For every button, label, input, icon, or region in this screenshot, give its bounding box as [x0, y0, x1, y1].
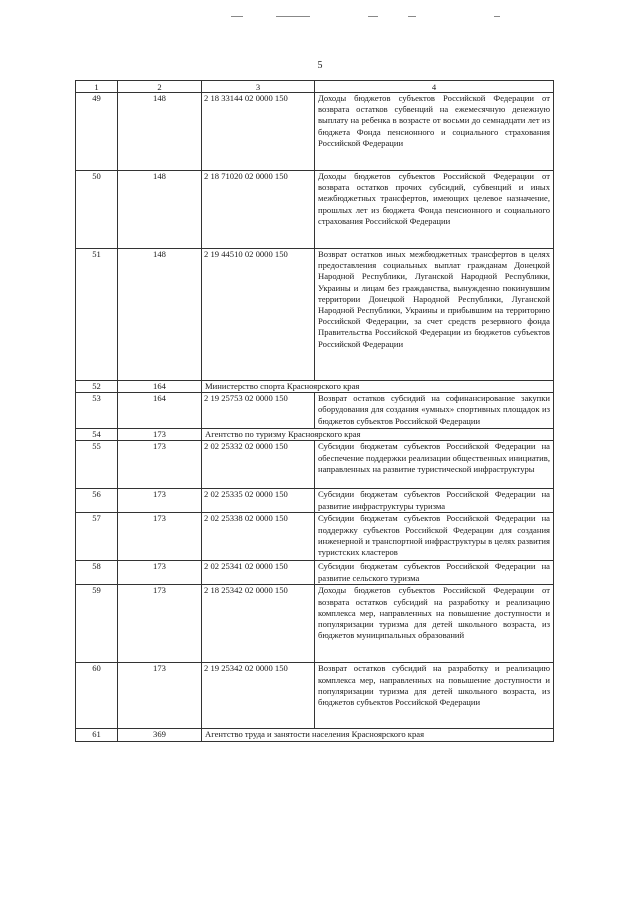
row-number-cell: 52 — [76, 381, 118, 393]
description-cell: Возврат остатков субсидий на разработку и реализацию комплекса мер, направленных на повышение доступности и популяризации туризма для детей школьного возраста, из бюджетов субъектов Российской Федерации — [315, 663, 554, 729]
administrator-code-cell: 173 — [118, 513, 202, 561]
agency-header-cell: Агентство по туризму Красноярского края — [202, 429, 554, 441]
column-header: 2 — [118, 81, 202, 93]
revenue-code-cell: 2 02 25341 02 0000 150 — [202, 561, 315, 585]
table-row — [76, 171, 554, 249]
row-number-cell: 55 — [76, 441, 118, 489]
administrator-code-cell: 164 — [118, 393, 202, 429]
administrator-code-cell: 173 — [118, 585, 202, 663]
table-header-row — [76, 81, 554, 93]
table-row — [76, 729, 554, 741]
revenue-code-cell: 2 18 25342 02 0000 150 — [202, 585, 315, 663]
description-cell: Возврат остатков иных межбюджетных трансфертов в целях предоставления социальных выплат гражданам Донецкой Народной Республики, Луганской Народной Республики, Украины и лицам без гражданства, вынужденно покинувшим территории Донецкой Народной Республики, Луганской Народной Республики, Украины и прибывшим на территорию Российской Федерации, за счет средств резервного фонда Правительства Российской Федерации из бюджетов субъектов Российской Федерации — [315, 249, 554, 381]
table-row — [76, 381, 554, 393]
administrator-code-cell: 173 — [118, 429, 202, 441]
row-number-cell: 57 — [76, 513, 118, 561]
table-row — [76, 429, 554, 441]
table-row — [76, 561, 554, 585]
administrator-code-cell: 148 — [118, 171, 202, 249]
column-header: 4 — [315, 81, 554, 93]
table-row — [76, 393, 554, 429]
table-row — [76, 249, 554, 381]
page-number: 5 — [317, 60, 323, 71]
row-number-cell: 53 — [76, 393, 118, 429]
row-number-cell: 61 — [76, 729, 118, 741]
revenue-code-cell: 2 19 25753 02 0000 150 — [202, 393, 315, 429]
row-number-cell: 60 — [76, 663, 118, 729]
administrator-code-cell: 173 — [118, 561, 202, 585]
row-number-cell: 59 — [76, 585, 118, 663]
description-cell: Субсидии бюджетам субъектов Российской Федерации на развитие сельского туризма — [315, 561, 554, 585]
row-number-cell: 56 — [76, 489, 118, 513]
revenue-code-cell: 2 18 71020 02 0000 150 — [202, 171, 315, 249]
revenue-code-cell: 2 02 25338 02 0000 150 — [202, 513, 315, 561]
row-number-cell: 51 — [76, 249, 118, 381]
administrator-code-cell: 369 — [118, 729, 202, 741]
row-number-cell: 50 — [76, 171, 118, 249]
table-row — [76, 93, 554, 171]
table-row — [76, 513, 554, 561]
table-row — [76, 663, 554, 729]
table-row — [76, 441, 554, 489]
description-cell: Доходы бюджетов субъектов Российской Федерации от возврата остатков прочих субсидий, субвенций и иных межбюджетных трансфертов, имеющих целевое назначение, прошлых лет из бюджета Фонда пенсионного и социального страхования Российской Федерации — [315, 171, 554, 249]
description-cell: Субсидии бюджетам субъектов Российской Федерации на поддержку субъектов Российской Федерации для создания инженерной и транспортной инфраструктуры в целях развития туристских кластеров — [315, 513, 554, 561]
administrator-code-cell: 148 — [118, 249, 202, 381]
scan-top-marks — [0, 16, 640, 22]
administrator-code-cell: 173 — [118, 441, 202, 489]
administrator-code-cell: 148 — [118, 93, 202, 171]
description-cell: Субсидии бюджетам субъектов Российской Федерации на обеспечение поддержки реализации общественных инициатив, направленных на развитие туристической инфраструктуры — [315, 441, 554, 489]
revenue-codes-table — [75, 80, 554, 742]
agency-header-cell: Министерство спорта Красноярского края — [202, 381, 554, 393]
description-cell: Субсидии бюджетам субъектов Российской Федерации на развитие инфраструктуры туризма — [315, 489, 554, 513]
revenue-code-cell: 2 19 44510 02 0000 150 — [202, 249, 315, 381]
column-header: 3 — [202, 81, 315, 93]
revenue-code-cell: 2 18 33144 02 0000 150 — [202, 93, 315, 171]
administrator-code-cell: 173 — [118, 663, 202, 729]
administrator-code-cell: 164 — [118, 381, 202, 393]
table-row — [76, 489, 554, 513]
row-number-cell: 49 — [76, 93, 118, 171]
description-cell: Доходы бюджетов субъектов Российской Федерации от возврата остатков субсидий на разработку и реализацию комплекса мер, направленных на повышение доступности и популяризации туризма для детей школьного возраста, из бюджетов муниципальных образований — [315, 585, 554, 663]
administrator-code-cell: 173 — [118, 489, 202, 513]
revenue-code-cell: 2 02 25335 02 0000 150 — [202, 489, 315, 513]
description-cell: Возврат остатков субсидий на софинансирование закупки оборудования для создания «умных» спортивных площадок из бюджетов субъектов Российской Федерации — [315, 393, 554, 429]
description-cell: Доходы бюджетов субъектов Российской Федерации от возврата остатков субвенций на ежемесячную денежную выплату на ребенка в возрасте от восьми до семнадцати лет из бюджета Фонда пенсионного и социального страхования Российской Федерации — [315, 93, 554, 171]
column-header: 1 — [76, 81, 118, 93]
revenue-code-cell: 2 19 25342 02 0000 150 — [202, 663, 315, 729]
revenue-code-cell: 2 02 25332 02 0000 150 — [202, 441, 315, 489]
row-number-cell: 58 — [76, 561, 118, 585]
agency-header-cell: Агентство труда и занятости населения Красноярского края — [202, 729, 554, 741]
row-number-cell: 54 — [76, 429, 118, 441]
table-row — [76, 585, 554, 663]
